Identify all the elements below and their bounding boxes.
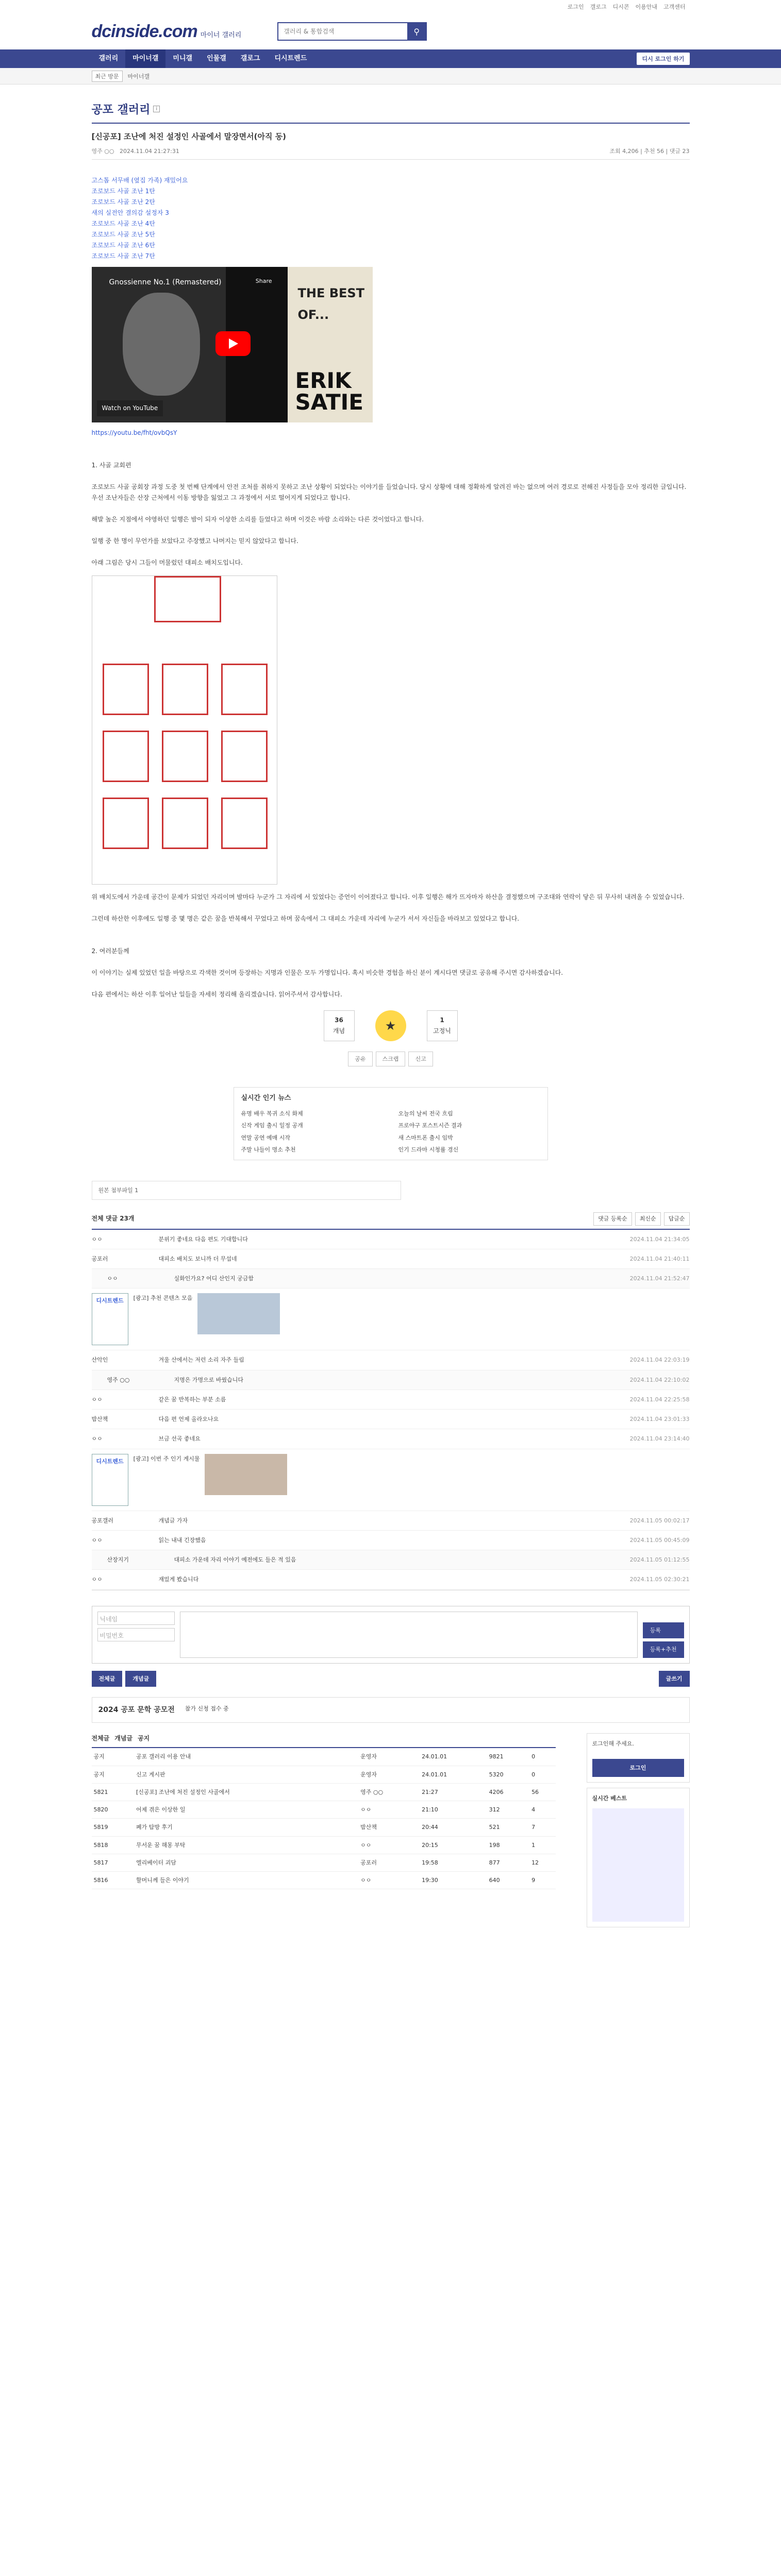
- gnb-person[interactable]: 인물갤: [207, 55, 226, 62]
- paragraph: 위 배치도에서 가운데 공간이 문제가 되었던 자리이며 밤마다 누군가 그 자리에 서 있었다는 증언이 이어졌다고 합니다. 이후 일행은 해가 뜨자마자 하산을 결정했으며 구조대와 연락이 닿은 뒤 무사히 내려올 수 있었습니다.: [91, 893, 685, 901]
- sort-order[interactable]: 댓글 등록순: [593, 1212, 632, 1225]
- intro-link[interactable]: 조로보드 사골 조난 2탄: [91, 198, 155, 206]
- recommend-count: 36: [335, 1016, 343, 1024]
- search-icon[interactable]: ⚲: [407, 23, 426, 40]
- news-item[interactable]: 유명 배우 복귀 소식 화제: [241, 1110, 303, 1117]
- gnb-minor[interactable]: 마이너갤: [125, 49, 165, 68]
- gnb: [0, 49, 781, 68]
- list-item[interactable]: 5816 할머니께 들은 이야기 ㅇㅇ 19:30 640 9: [92, 1872, 556, 1889]
- list-item[interactable]: 공지 공포 갤러리 이용 안내 운영자 24.01.01 9821 0: [92, 1748, 556, 1766]
- comment: 공포러 대피소 배치도 보니까 더 무섭네 2024.11.04 21:40:11: [92, 1249, 690, 1269]
- intro-link[interactable]: 조로보드 사골 조난 5탄: [91, 231, 155, 238]
- ad-tag: 디시트렌드: [92, 1454, 128, 1506]
- sidebar: [587, 1733, 690, 1933]
- report-button[interactable]: 신고: [408, 1052, 433, 1066]
- comment: ㅇㅇ 브금 선곡 좋네요 2024.11.04 23:14:40: [92, 1429, 690, 1449]
- intro-link[interactable]: 조로보드 사골 조난 7탄: [91, 252, 155, 260]
- share-icon[interactable]: Share: [255, 278, 272, 284]
- section-heading: 1. 사골 교회편: [91, 462, 131, 469]
- best-title: 실시간 베스트: [592, 1795, 627, 1802]
- video-link[interactable]: https://youtu.be/fht/ovbQsY: [91, 429, 177, 436]
- list-item[interactable]: 5820 어제 겪은 이상한 일 ㅇㅇ 21:10 312 4: [92, 1801, 556, 1819]
- all-posts-button[interactable]: 전체글: [92, 1671, 123, 1687]
- lnb: [0, 68, 781, 84]
- comment: ㅇㅇ 같은 꿈 반복하는 부분 소름 2024.11.04 22:25:58: [92, 1390, 690, 1410]
- ad-title[interactable]: [광고] 추천 콘텐츠 모음: [133, 1295, 193, 1302]
- intro-link[interactable]: 조로보드 사골 조난 1탄: [91, 188, 155, 195]
- seat-diagram: [92, 575, 277, 885]
- list-item[interactable]: 5818 무서운 꿈 해몽 부탁 ㅇㅇ 20:15 198 1: [92, 1836, 556, 1854]
- play-icon[interactable]: [215, 331, 251, 356]
- gnb-mini[interactable]: 미니갤: [173, 55, 193, 62]
- comment: 산악인 겨울 산에서는 저런 소리 자주 들림 2024.11.04 22:03:19: [92, 1350, 690, 1370]
- search-input[interactable]: [278, 23, 407, 40]
- tab-notice[interactable]: 공지: [138, 1735, 150, 1742]
- intro-link[interactable]: 새의 실전안 결의감 설정자 3: [91, 209, 169, 216]
- video-brand: THE BEST OF...: [297, 286, 365, 322]
- news-item[interactable]: 인기 드라마 시청률 경신: [398, 1146, 459, 1153]
- comment-textarea[interactable]: [180, 1612, 638, 1658]
- util-bar: [92, 0, 690, 13]
- best-box: [587, 1788, 690, 1927]
- sidebar-login-button[interactable]: 로그인: [592, 1759, 684, 1777]
- post-list: [92, 1748, 556, 1889]
- news-item[interactable]: 주말 나들이 명소 추천: [241, 1146, 296, 1153]
- search-box: [277, 22, 427, 41]
- comment: ㅇㅇ 재밌게 봤습니다 2024.11.05 02:30:21: [92, 1570, 690, 1589]
- paragraph: 일행 중 한 명이 무언가를 보았다고 주장했고 나머지는 믿지 않았다고 합니다.: [91, 537, 298, 545]
- list-tabs: [92, 1733, 556, 1748]
- ad-title[interactable]: [광고] 이번 주 인기 게시물: [133, 1455, 200, 1462]
- paragraph: 그런데 하산한 이후에도 일행 중 몇 명은 같은 꿈을 반복해서 꾸었다고 하며 꿈속에서 그 대피소 가운데 자리에 누군가 서서 자신들을 바라보고 있었다고 합니다.: [91, 915, 520, 922]
- comment-reply: 산장지기 대피소 가운데 자리 이야기 예전에도 들은 적 있음 2024.11.05 01:12:55: [92, 1550, 690, 1570]
- comment-ad[interactable]: [92, 1289, 690, 1350]
- list-section: [92, 1733, 690, 1889]
- tab-all[interactable]: 전체글: [91, 1735, 110, 1742]
- util-help[interactable]: 고객센터: [663, 4, 686, 10]
- news-item[interactable]: 새 스마트폰 출시 임박: [398, 1134, 453, 1141]
- paragraph: 이 이야기는 실제 있었던 일을 바탕으로 각색한 것이며 등장하는 지명과 인물은 모두 가명입니다. 혹시 비슷한 경험을 하신 분이 계시다면 댓글로 공유해 주시면 감사하겠습니다.: [91, 969, 563, 976]
- submit-rec-button[interactable]: 등록+추천: [643, 1641, 684, 1657]
- header: [92, 13, 690, 49]
- news-item[interactable]: 신작 게임 출시 일정 공개: [241, 1122, 303, 1129]
- news-item[interactable]: 연말 공연 예매 시작: [241, 1134, 290, 1141]
- watch-on-youtube[interactable]: Watch on YouTube: [97, 400, 163, 416]
- gnb-gallog[interactable]: 갤로그: [240, 55, 260, 62]
- recommend-button[interactable]: [324, 1010, 355, 1041]
- paragraph: 다음 편에서는 하산 이후 일어난 일들을 자세히 정리해 올리겠습니다. 읽어주셔서 감사합니다.: [91, 991, 342, 998]
- intro-link[interactable]: 조로보드 사골 조난 6탄: [91, 242, 155, 249]
- comment-form: [92, 1606, 690, 1664]
- ad-tag: 디시트렌드: [92, 1293, 128, 1345]
- fixed-nick-button[interactable]: [427, 1010, 458, 1041]
- video-name: ERIK SATIE: [295, 368, 363, 415]
- article-body: [92, 160, 690, 1905]
- bottom-buttons: [92, 1671, 690, 1687]
- password-field[interactable]: 비밀번호: [97, 1628, 175, 1641]
- comment: ㅇㅇ 분위기 좋네요 다음 편도 기대합니다 2024.11.04 21:34:05: [92, 1230, 690, 1249]
- recommend-label: 개념: [333, 1027, 345, 1035]
- star-icon[interactable]: ★: [375, 1010, 406, 1041]
- fixed-label: 고정닉: [433, 1027, 451, 1035]
- comment: 공포갤러 개념글 가자 2024.11.05 00:02:17: [92, 1511, 690, 1531]
- article-actions: [92, 1052, 690, 1066]
- banner-title: 2024 공포 문학 공모전: [98, 1705, 175, 1714]
- submit-button[interactable]: 등록: [643, 1622, 684, 1638]
- info-icon[interactable]: i: [153, 106, 160, 112]
- scrap-button[interactable]: 스크랩: [376, 1052, 406, 1066]
- content: [92, 95, 690, 1905]
- fixed-count: 1: [440, 1016, 444, 1024]
- attachment[interactable]: 원본 첨부파일 1: [92, 1181, 401, 1200]
- gnb-trend[interactable]: 디시트렌드: [274, 55, 307, 62]
- lnb-minor[interactable]: 마이너갤: [127, 73, 150, 80]
- sort-latest[interactable]: 최신순: [635, 1212, 661, 1225]
- article-header: [92, 124, 690, 160]
- comment: ㅇㅇ 읽는 내내 긴장했음 2024.11.05 00:45:09: [92, 1531, 690, 1550]
- gnb-gallery[interactable]: 갤러리: [98, 55, 119, 62]
- list-item[interactable]: 공지 신고 게시판 운영자 24.01.01 5320 0: [92, 1766, 556, 1783]
- login-box: [587, 1733, 690, 1783]
- sort-reply[interactable]: 답글순: [664, 1212, 690, 1225]
- post-stats: 조회 4,206 | 추천 56 | 댓글 23: [609, 148, 690, 155]
- login-text: 로그인해 주세요.: [592, 1740, 634, 1748]
- tab-best[interactable]: 개념글: [114, 1735, 133, 1742]
- util-login[interactable]: 로그인: [567, 4, 584, 10]
- news-item[interactable]: 오늘의 날씨 전국 흐림: [398, 1110, 453, 1117]
- video-title: Gnossienne No.1 (Remastered): [109, 278, 222, 286]
- list-item[interactable]: 5821 [신공포] 조난에 처진 설정인 사골에서 영주 ○○ 21:27 4206 56: [92, 1783, 556, 1801]
- comment-list: [92, 1230, 690, 1590]
- author[interactable]: 영주 ○○: [91, 148, 114, 155]
- banner-sub: 참가 신청 접수 중: [185, 1705, 229, 1712]
- util-dccon[interactable]: 디시콘: [612, 4, 629, 10]
- comment-bar: [92, 1212, 690, 1229]
- intro-links: [92, 175, 690, 262]
- list-item[interactable]: 5819 폐가 탐방 후기 밤산책 20:44 521 7: [92, 1819, 556, 1836]
- ad-image[interactable]: [205, 1454, 287, 1495]
- gallery-title[interactable]: 공포 갤러리: [91, 103, 151, 116]
- banner-ad[interactable]: [92, 1697, 690, 1723]
- article-meta: [92, 147, 690, 155]
- comment-reply: ㅇㅇ 실화인가요? 어디 산인지 궁금함 2024.11.04 21:52:47: [92, 1269, 690, 1289]
- write-button[interactable]: 글쓰기: [659, 1671, 690, 1687]
- paragraph: 해발 높은 지점에서 야영하던 일행은 밤이 되자 이상한 소리를 들었다고 하며 이것은 바람 소리와는 다른 것이었다고 합니다.: [91, 516, 424, 523]
- share-button[interactable]: 공유: [348, 1052, 372, 1066]
- list-item[interactable]: 5817 엘리베이터 괴담 공포러 19:58 877 12: [92, 1854, 556, 1871]
- portrait: [123, 293, 200, 396]
- best-image[interactable]: [592, 1808, 684, 1922]
- intro-link[interactable]: 조로보드 사골 조난 4탄: [91, 220, 155, 227]
- recent-visit[interactable]: 최근 방문: [92, 71, 123, 82]
- paragraph: 아래 그림은 당시 그들이 머물렀던 대피소 배치도입니다.: [91, 559, 243, 566]
- util-guide[interactable]: 이용안내: [635, 4, 657, 10]
- live-news-title: 실시간 인기 뉴스: [241, 1094, 291, 1103]
- intro-link[interactable]: 고스톱 서무배 (옆집 가족) 재밌어요: [91, 177, 188, 184]
- article-title: [신공포] 조난에 처진 설정인 사골에서 말장면서(아직 동): [91, 132, 287, 141]
- comment: 밤산책 다음 편 언제 올라오나요 2024.11.04 23:01:33: [92, 1410, 690, 1429]
- youtube-embed[interactable]: [92, 267, 373, 422]
- ad-image[interactable]: [197, 1293, 280, 1334]
- comment-reply: 영주 ○○ 지명은 가명으로 바꿨습니다 2024.11.04 22:10:02: [92, 1370, 690, 1390]
- news-item[interactable]: 프로야구 포스트시즌 결과: [398, 1122, 462, 1129]
- live-news: [234, 1087, 548, 1160]
- best-posts-button[interactable]: 개념글: [125, 1671, 156, 1687]
- logo-sub[interactable]: 마이너 갤러리: [200, 31, 242, 39]
- util-gallog[interactable]: 갤로그: [590, 4, 607, 10]
- paragraph: 조로보드 사골 공회장 과정 도중 첫 번째 단계에서 안전 조처를 취하지 못하고 조난 상황이 되었다는 이야기를 들었습니다. 당시 상황에 대해 정확하게 알려진 바는 없으며 여러 경로로 전해진 사정들을 모아 정리한 글입니다. 우선 조난자들은 산장 근처에서 이동 방향을 잃었고 그 과정에서 서로 떨어지게 되었다고 합니다.: [91, 483, 687, 501]
- recommend-area: [92, 1010, 690, 1041]
- comment-ad[interactable]: [92, 1449, 690, 1511]
- logo[interactable]: dcinside.com: [91, 21, 197, 41]
- section-heading: 2. 여러분들께: [91, 947, 129, 955]
- nickname-field[interactable]: 닉네임: [97, 1612, 175, 1625]
- post-date: 2024.11.04 21:27:31: [119, 148, 179, 155]
- login-button[interactable]: 디시 로그인 하기: [637, 53, 689, 65]
- gallery-header: [92, 95, 690, 124]
- comment-count: 전체 댓글 23개: [91, 1215, 135, 1223]
